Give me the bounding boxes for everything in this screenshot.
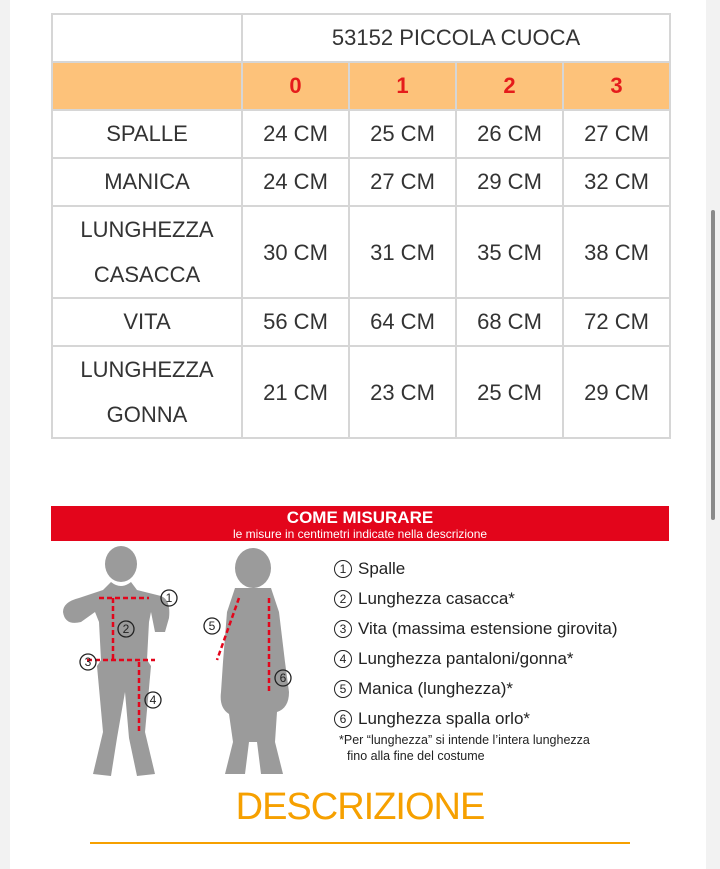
legend-text: Lunghezza casacca*: [358, 589, 515, 608]
scrollbar-thumb[interactable]: [711, 210, 715, 520]
table-cell: 21 CM: [242, 346, 349, 438]
legend-item: [334, 614, 674, 644]
table-cell: 35 CM: [456, 206, 563, 298]
legend-item: [334, 584, 674, 614]
page-margin-left: [0, 0, 10, 869]
table-row: [52, 346, 670, 438]
description-divider: [90, 842, 630, 844]
note-line: fino alla fine del costume: [347, 749, 485, 763]
child-side-figure: [199, 542, 309, 782]
legend-text: Lunghezza spalla orlo*: [358, 709, 531, 728]
table-cell: 27 CM: [349, 158, 456, 206]
table-cell: 25 CM: [456, 346, 563, 438]
legend-number: 3: [334, 620, 352, 638]
legend-item: [334, 554, 674, 584]
description-title: DESCRIZIONE: [235, 786, 485, 828]
size-header: 0: [242, 62, 349, 110]
table-cell: 64 CM: [349, 298, 456, 346]
table-cell: 29 CM: [456, 158, 563, 206]
table-row: [52, 298, 670, 346]
legend-text: Lunghezza pantaloni/gonna*: [358, 649, 574, 668]
table-cell: 27 CM: [563, 110, 670, 158]
legend-text: Spalle: [358, 559, 406, 578]
legend-text: Manica (lunghezza)*: [358, 679, 513, 698]
table-cell: 29 CM: [563, 346, 670, 438]
how-to-measure-section: [51, 506, 669, 786]
figure-label: 2: [122, 622, 130, 636]
child-front-figure: [59, 542, 189, 782]
figure-label: 1: [165, 591, 173, 605]
row-label: MANICA: [52, 158, 242, 206]
row-label: VITA: [52, 298, 242, 346]
banner-title: COME MISURARE: [286, 508, 434, 527]
table-row: [52, 206, 670, 298]
legend-item: [334, 644, 674, 674]
table-row: [52, 110, 670, 158]
table-cell: 56 CM: [242, 298, 349, 346]
table-cell: 23 CM: [349, 346, 456, 438]
size-header: 1: [349, 62, 456, 110]
legend-number: 5: [334, 680, 352, 698]
measure-legend: [334, 554, 674, 734]
table-row: [52, 158, 670, 206]
table-cell: 32 CM: [563, 158, 670, 206]
size-header: 3: [563, 62, 670, 110]
figure-label: 3: [84, 655, 92, 669]
table-cell: 68 CM: [456, 298, 563, 346]
note-line: *Per “lunghezza” si intende l’intera lunghezza: [339, 733, 590, 747]
row-label: SPALLE: [52, 110, 242, 158]
legend-number: 1: [334, 560, 352, 578]
legend-number: 2: [334, 590, 352, 608]
table-cell: 25 CM: [349, 110, 456, 158]
figure-label: 5: [208, 619, 216, 633]
size-header: 2: [456, 62, 563, 110]
table-cell: 31 CM: [349, 206, 456, 298]
size-table: [51, 13, 671, 439]
table-cell: 26 CM: [456, 110, 563, 158]
table-cell: 38 CM: [563, 206, 670, 298]
table-cell: 24 CM: [242, 158, 349, 206]
banner-subtitle: le misure in centimetri indicate nella descrizione: [232, 527, 488, 541]
table-title: 53152 PICCOLA CUOCA: [242, 14, 670, 62]
figure-label: 4: [149, 693, 157, 707]
length-note: [339, 732, 679, 764]
table-cell: 30 CM: [242, 206, 349, 298]
legend-item: [334, 704, 674, 734]
how-to-measure-banner: [51, 506, 669, 541]
table-cell: 24 CM: [242, 110, 349, 158]
table-corner-cell: [52, 14, 242, 62]
table-cell: 72 CM: [563, 298, 670, 346]
row-label: LUNGHEZZA CASACCA: [52, 206, 242, 298]
figure-label: 6: [279, 671, 287, 685]
legend-number: 4: [334, 650, 352, 668]
legend-text: Vita (massima estensione girovita): [358, 619, 618, 638]
legend-item: [334, 674, 674, 704]
header-empty-cell: [52, 62, 242, 110]
row-label: LUNGHEZZA GONNA: [52, 346, 242, 438]
legend-number: 6: [334, 710, 352, 728]
